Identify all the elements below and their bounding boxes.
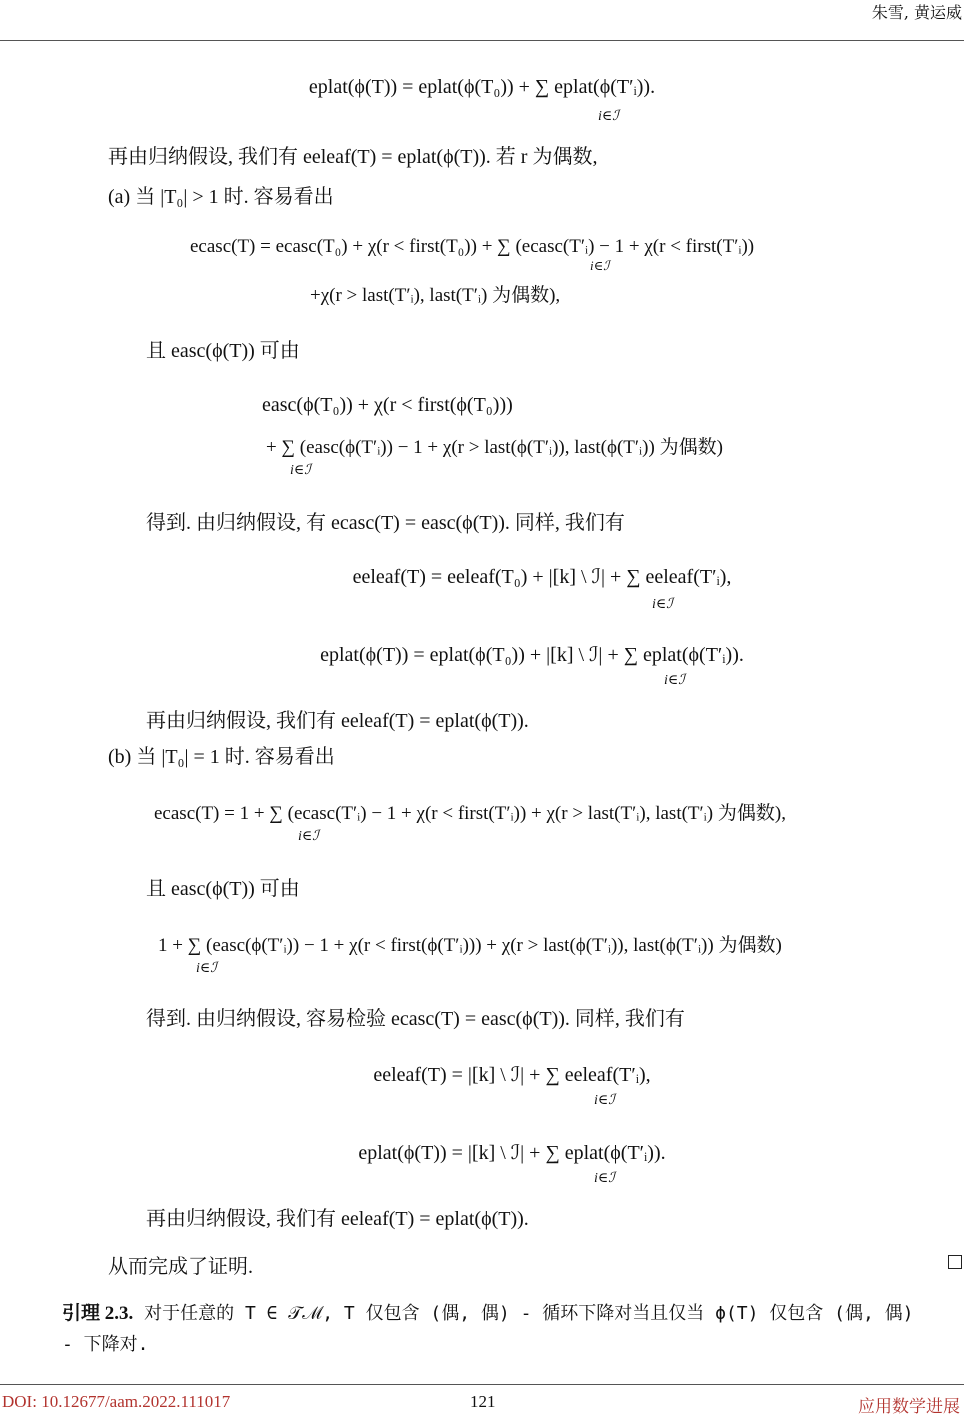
equation-3-line-1: easc(ϕ(T₀)) + χ(r < first(ϕ(T₀))) xyxy=(262,394,513,416)
header-rule xyxy=(0,40,964,41)
case-a-heading: (a) 当 |T₀| > 1 时. 容易看出 xyxy=(108,186,334,208)
equation-8: eeleaf(T) = |[k] \ ℐ| + ∑ eeleaf(T′ᵢ), xyxy=(373,1064,651,1086)
paragraph-2: 且 easc(ϕ(T)) 可由 xyxy=(146,340,300,362)
equation-2-line-1: ecasc(T) = ecasc(T₀) + χ(r < first(T₀)) + ∑ (ecasc(T′ᵢ) − 1 + χ(r < first(T′ᵢ)) xyxy=(190,236,755,257)
proof-conclusion: 从而完成了证明. xyxy=(108,1256,253,1278)
qed-box-icon xyxy=(948,1255,962,1269)
running-header-authors: 朱雪, 黄运威 xyxy=(871,3,962,22)
lemma-statement: 对于任意的 T ∈ 𝒯ℳ, T 仅包含 (偶, 偶) - 循环下降对当且仅当 ϕ(T) 仅包含 (偶, 偶) xyxy=(144,1303,914,1324)
equation-4-subscript: i∈ℐ xyxy=(652,597,673,612)
paragraph-7: 再由归纳假设, 我们有 eeleaf(T) = eplat(ϕ(T)). xyxy=(146,1208,529,1230)
footer-rule xyxy=(0,1384,964,1385)
equation-8-subscript: i∈ℐ xyxy=(594,1093,615,1108)
equation-9-subscript: i∈ℐ xyxy=(594,1171,615,1186)
equation-1: eplat(ϕ(T)) = eplat(ϕ(T₀)) + ∑ eplat(ϕ(T′ᵢ)). xyxy=(308,76,656,98)
equation-3-subscript: i∈ℐ xyxy=(290,463,311,478)
footer-doi-link[interactable]: DOI: 10.12677/aam.2022.111017 xyxy=(2,1392,231,1411)
equation-1-subscript: i∈ℐ xyxy=(598,109,619,124)
equation-5-subscript: i∈ℐ xyxy=(664,673,685,688)
paragraph-6: 得到. 由归纳假设, 容易检验 ecasc(T) = easc(ϕ(T)). 同样, 我们有 xyxy=(146,1008,685,1030)
case-b-heading: (b) 当 |T₀| = 1 时. 容易看出 xyxy=(108,746,335,768)
paragraph-5: 且 easc(ϕ(T)) 可由 xyxy=(146,878,300,900)
lemma-label: 引理 2.3. xyxy=(62,1303,134,1324)
equation-3-line-2: + ∑ (easc(ϕ(T′ᵢ)) − 1 + χ(r > last(ϕ(T′ᵢ)), last(ϕ(T′ᵢ)) 为偶数) xyxy=(266,437,723,458)
paragraph-4: 再由归纳假设, 我们有 eeleaf(T) = eplat(ϕ(T)). xyxy=(146,710,529,732)
equation-2-line-2: +χ(r > last(T′ᵢ), last(T′ᵢ) 为偶数), xyxy=(310,285,561,306)
equation-7-subscript: i∈ℐ xyxy=(196,961,217,976)
lemma-line-2: - 下降对. xyxy=(62,1334,149,1355)
paragraph-1: 再由归纳假设, 我们有 eeleaf(T) = eplat(ϕ(T)). 若 r 为偶数, xyxy=(108,146,598,168)
equation-5: eplat(ϕ(T)) = eplat(ϕ(T₀)) + |[k] \ ℐ| + ∑ eplat(ϕ(T′ᵢ)). xyxy=(320,644,744,666)
equation-2-subscript: i∈ℐ xyxy=(590,258,610,273)
equation-9: eplat(ϕ(T)) = |[k] \ ℐ| + ∑ eplat(ϕ(T′ᵢ)). xyxy=(358,1142,666,1164)
lemma-line-1 xyxy=(62,1298,914,1325)
equation-6-subscript: i∈ℐ xyxy=(298,829,319,844)
paragraph-3: 得到. 由归纳假设, 有 ecasc(T) = easc(ϕ(T)). 同样, 我们有 xyxy=(146,512,625,534)
equation-7: 1 + ∑ (easc(ϕ(T′ᵢ)) − 1 + χ(r < first(ϕ(T′ᵢ))) + χ(r > last(ϕ(T′ᵢ)), last(ϕ(T′ᵢ)) 为偶数) xyxy=(158,935,782,956)
page-number: 121 xyxy=(470,1392,496,1411)
equation-6: ecasc(T) = 1 + ∑ (ecasc(T′ᵢ) − 1 + χ(r < first(T′ᵢ)) + χ(r > last(T′ᵢ), last(T′ᵢ) 为偶数), xyxy=(154,803,786,824)
footer-journal-link[interactable]: 应用数学进展 xyxy=(858,1397,960,1416)
equation-4: eeleaf(T) = eeleaf(T₀) + |[k] \ ℐ| + ∑ eeleaf(T′ᵢ), xyxy=(352,566,732,588)
